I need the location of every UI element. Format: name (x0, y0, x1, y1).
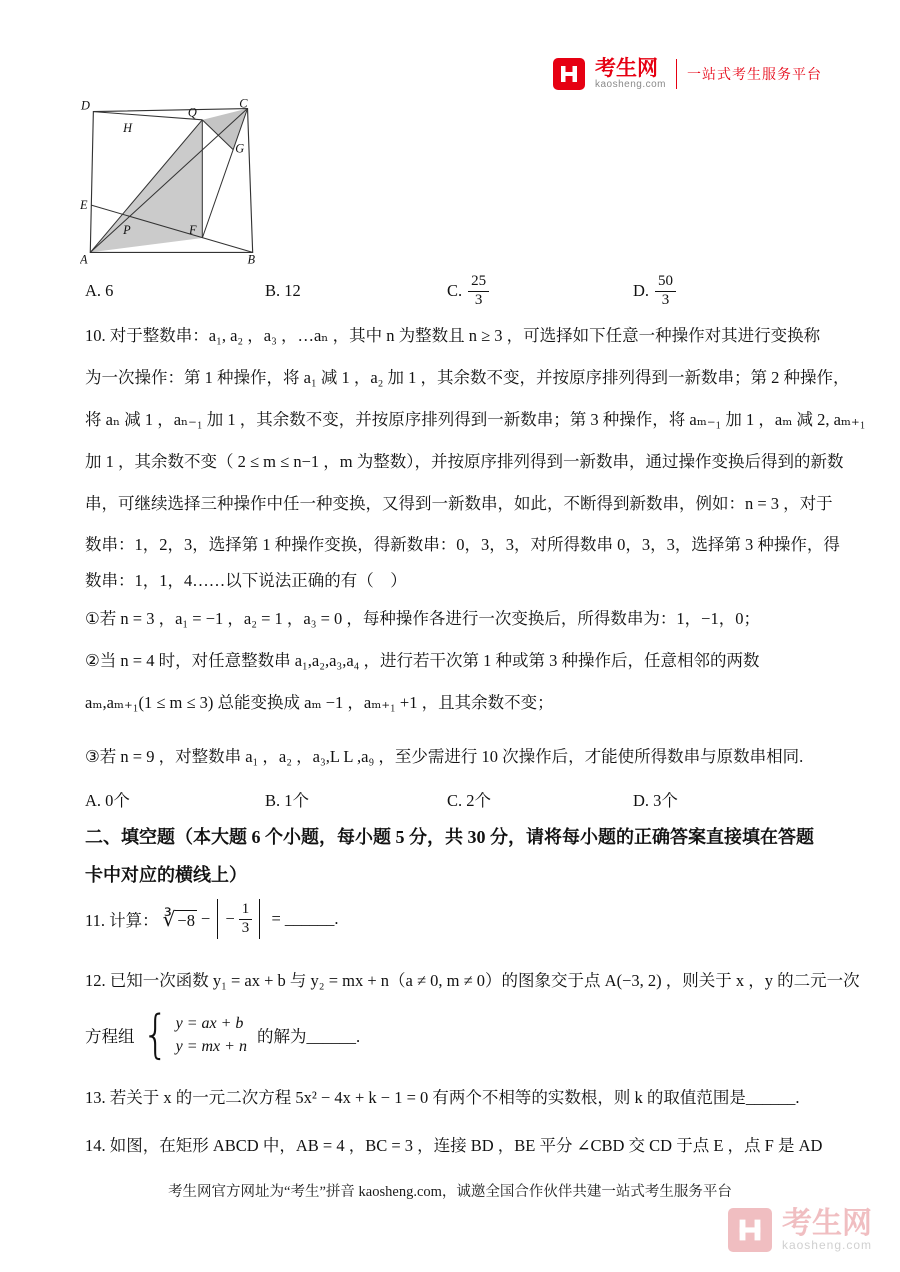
fraction-denominator: 3 (474, 291, 483, 308)
question-10-statement-2-line-1: ②当 n = 4 时，对任意整数串 a₁,a₂,a₃,a₄ ，进行若干次第 1 种或第 3 种操作后，任意相邻的两数 (85, 651, 760, 670)
question-14: 14. 如图，在矩形 ABCD 中，AB = 4 ，BC = 3 ，连接 BD ，BE 平分 ∠CBD 交 CD 于点 E ，点 F 是 AD (85, 1136, 823, 1155)
section-2-header-line-2: 卡中对应的横线上） (85, 865, 247, 885)
question-10-line-5: 串，可继续选择三种操作中任一种变换，又得到一新数串，如此，不断得到新数串，例如：n = 3 ，对于 (85, 494, 833, 513)
q9-option-d-label: D. (633, 281, 650, 300)
kaosheng-logo-icon (553, 58, 585, 90)
logo-h-glyph (559, 64, 579, 84)
watermark-h-glyph (737, 1217, 763, 1243)
absolute-value-bar-left (217, 899, 218, 939)
fraction-denominator: 3 (241, 919, 250, 936)
fraction-numerator: 1 (239, 901, 253, 919)
cube-root-argument: −8 (177, 911, 195, 930)
q9-option-d-fraction (655, 273, 676, 309)
q12-system-prefix: 方程组 (85, 1027, 135, 1046)
question-10-line-3: 将 aₙ 减 1 ，aₙ₋₁ 加 1 ，其余数不变，并按原序排列得到一新数串；第 3 种操作，将 aₘ₋₁ 加 1 ，aₘ 减 2, aₘ₊₁ (85, 410, 866, 429)
system-brace: { (141, 1004, 169, 1065)
footer-note: 考生网官方网址为“考生”拼音 kaosheng.com，诚邀全国合作伙伴共建一站式考生服务平台 (168, 1184, 732, 1200)
question-10-line-1: 10. 对于整数串：a₁, a₂ ，a₃ ，…aₙ ，其中 n 为整数且 n ≥ 3 ，可选择如下任意一种操作对其进行变换称 (85, 326, 821, 345)
geometry-figure (80, 98, 265, 271)
q10-option-b: B. 1个 (265, 791, 310, 810)
figure-label-F: F (188, 222, 197, 237)
watermark-name: 考生网 (781, 1206, 872, 1240)
question-12-line-2 (85, 1004, 360, 1066)
q9-option-d (633, 270, 676, 312)
header-brand (553, 58, 822, 91)
fraction-denominator: 3 (661, 291, 670, 308)
q11-answer-blank: = ______. (271, 909, 339, 928)
q10-option-d: D. 3个 (633, 791, 678, 810)
q11-fraction (239, 901, 253, 937)
question-10-line-4: 加 1 ，其余数不变（ 2 ≤ m ≤ n−1 ，m 为整数），并按原序排列得到一新数串，通过操作变换后得到的新数 (85, 452, 844, 471)
system-equation-1: y = ax + b (175, 1015, 244, 1033)
figure-label-H: H (123, 121, 133, 136)
absolute-value-bar-right (259, 899, 260, 939)
question-10-line-6: 数串：1，2，3，选择第 1 种操作变换，得新数串：0，3，3，对所得数串 0，3，3，选择第 3 种操作，得 (85, 535, 840, 554)
question-10-statement-3: ③若 n = 9 ，对整数串 a₁ ，a₂ ，a₃,L L ,a₉ ，至少需进行 10 次操作后，才能使所得数串与原数串相同. (85, 747, 804, 766)
logo-divider (676, 59, 677, 89)
figure-label-G: G (235, 141, 245, 156)
q11-prefix: 11. 计算： (85, 911, 159, 930)
watermark-domain: kaosheng.com (781, 1237, 872, 1252)
figure-label-Q: Q (187, 105, 197, 120)
figure-label-E: E (80, 198, 88, 213)
question-10-line-7: 数串：1，1，4……以下说法正确的有（ ） (85, 571, 407, 590)
logo-name: 考生网 (594, 57, 658, 80)
watermark-logo-icon (728, 1208, 772, 1252)
figure-label-D: D (81, 98, 90, 113)
q9-option-b (265, 270, 301, 312)
q9-option-a (85, 270, 113, 312)
logo-domain: kaosheng.com (594, 79, 666, 91)
figure-label-C: C (239, 98, 248, 111)
q9-option-c-label: C. (447, 281, 463, 300)
q11-abs-minus: − (225, 909, 235, 928)
equation-system (176, 1014, 247, 1055)
watermark-brand (728, 1208, 872, 1252)
figure-label-P: P (123, 222, 131, 237)
square-figure-svg (80, 98, 265, 266)
system-equation-2: y = mx + n (175, 1037, 247, 1055)
fraction-numerator: 50 (655, 273, 676, 291)
figure-label-B: B (247, 252, 256, 266)
q9-option-a-label: A. 6 (85, 281, 114, 300)
q10-option-a: A. 0个 (85, 791, 130, 810)
question-10-statement-2-line-2: aₘ,aₘ₊₁(1 ≤ m ≤ 3) 总能变换成 aₘ −1 ，aₘ₊₁ +1 ，且其余数不变； (85, 693, 554, 712)
question-13: 13. 若关于 x 的一元二次方程 5x² − 4x + k − 1 = 0 有两个不相等的实数根，则 k 的取值范围是______. (85, 1088, 800, 1107)
q9-option-c (447, 270, 489, 312)
cube-root-expression (163, 907, 197, 931)
watermark-text-block (781, 1206, 872, 1252)
cube-root-sign: ∛ (162, 907, 176, 931)
question-11 (85, 896, 339, 942)
line-DQ (93, 112, 202, 120)
logo-tagline: 一站式考生服务平台 (687, 66, 822, 83)
q11-minus-operator: − (200, 909, 211, 928)
figure-label-A: A (80, 252, 88, 266)
question-10-statement-1: ①若 n = 3 ，a₁ = −1 ，a₂ = 1 ，a₃ = 0 ，每种操作各进行一次变换后，所得数串为：1，−1，0； (85, 609, 760, 628)
q10-option-c: C. 2个 (447, 791, 492, 810)
fraction-numerator: 25 (468, 273, 489, 291)
logo-text-block (595, 58, 666, 91)
question-12-line-1: 12. 已知一次函数 y₁ = ax + b 与 y₂ = mx + n（a ≠ 0, m ≠ 0）的图象交于点 A(−3, 2) ，则关于 x ，y 的二元一次 (85, 971, 860, 990)
q9-option-c-fraction (468, 273, 489, 309)
section-2-header-line-1: 二、填空题（本大题 6 个小题，每小题 5 分，共 30 分，请将每小题的正确答案直接填在答题 (85, 827, 814, 847)
q9-option-b-label: B. 12 (265, 281, 301, 300)
question-10-line-2: 为一次操作：第 1 种操作，将 a₁ 减 1 ，a₂ 加 1 ，其余数不变，并按原序排列得到一新数串；第 2 种操作， (85, 368, 850, 387)
q12-answer-blank: 的解为______. (256, 1027, 361, 1046)
